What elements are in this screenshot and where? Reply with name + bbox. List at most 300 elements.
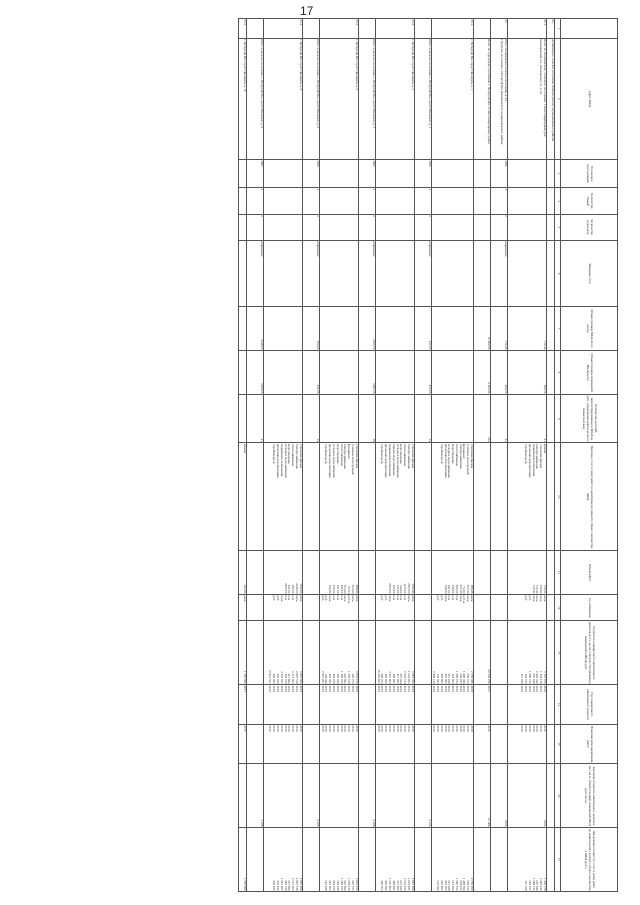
cell-line: 2 897 518 [294,877,299,891]
table-cell [319,241,358,307]
cell-line: кв.м [350,595,355,602]
cell-line: 9 628 [371,819,376,827]
table-cell [491,828,508,892]
table-cell [414,394,431,442]
cell-line: кв.м [539,595,544,602]
cell-line: Итого Лопатинское сельское поселение, д. 44 [504,39,508,101]
cell-line: руб. [384,595,389,602]
table-cell [508,724,547,764]
table-cell [414,764,431,828]
cell-line: 2018 [524,725,529,732]
table-cell [358,443,375,551]
cell-line: водоотведение [451,443,456,464]
table-cell [547,307,555,351]
cell-line: 2019 [432,725,437,732]
cell-line: п.м [447,595,452,601]
table-cell [263,307,302,351]
table-cell [414,685,431,725]
cell-line: 328 703 [380,880,385,891]
cell-line: 2019 [283,725,288,732]
table-row [508,19,547,892]
cell-line: 23.1. [470,19,474,26]
table-cell [431,241,473,307]
cell-line: подвальные помещения [387,443,392,477]
table-cell [414,595,431,621]
cell-line: 1 439 178 [539,670,544,684]
table-cell [375,685,414,725]
cell-line: п.м [291,595,296,601]
table-cell [508,551,547,595]
table-cell [375,443,414,551]
table-cell [508,350,547,394]
table-cell [263,214,302,240]
table-cell [302,394,319,442]
table-cell [302,764,319,828]
cell-line: 432 432 [275,673,280,684]
cell-line: 1 389 723 [339,877,344,891]
table-cell [547,595,555,621]
cell-line: холодное водоснабжение [447,443,452,478]
cell-line: 2018 [470,725,474,732]
table-cell [547,159,555,188]
rotated-table-container [12,18,618,892]
cell-line: 2018 [443,685,448,693]
table-cell [238,621,246,685]
table-cell [246,38,263,159]
cell-line: 22. [551,19,555,24]
cell-line: 2018 [535,725,540,732]
table-cell [508,595,547,621]
table-cell [246,551,263,595]
cell-line: 2019 [399,725,404,732]
cell-line: 2018 [328,685,333,693]
table-cell [414,188,431,214]
table-cell [358,241,375,307]
table-row [302,19,319,892]
cell-line: 270 648 [535,880,540,891]
cell-line: г. Петергоф Вех, пр-кт Пионеров, д. 6 [354,39,359,91]
cell-line: 406 592 [384,673,389,684]
cell-line: 2018 [350,725,355,732]
cell-line: 2018 [347,725,352,732]
cell-line: 1981,00 [371,383,376,394]
column-number: 13 [555,621,561,685]
cell-line: 1792,60 [410,583,415,594]
cell-line: г. Петергоф Вех, пр-кт Пионеров, д. 9 [298,39,303,91]
cell-line: 2017 [242,725,247,732]
cell-line: 41 [259,438,264,442]
cell-line: 874,20 [350,584,355,594]
cell-line: 115 729 [524,880,529,891]
cell-line: 2018 [470,685,474,693]
cell-line: руб. [272,595,277,602]
cell-line: 549 455 [458,673,463,684]
table-cell [246,19,263,39]
cell-line: Городское поселение г. Петергоф Вех Калищенского муниципального района [500,39,505,145]
cell-line: 2019 [406,685,411,693]
table-cell [263,595,302,621]
table-row [238,19,246,892]
cell-line: 223,00 [391,584,396,594]
cell-line: 423 300 [328,673,333,684]
table-cell [319,307,358,351]
cell-line: 2400,00 [283,583,288,594]
cell-line: 2019 [395,685,400,693]
cell-line: 3 [259,215,264,217]
table-cell [238,307,246,351]
cell-line: водоотведение [399,443,404,464]
cell-line: 14 [427,438,432,442]
table-cell [474,724,491,764]
table-cell [508,621,547,685]
cell-line: 308 485 [272,880,277,891]
table-cell [414,443,431,551]
cell-line: 8 915 [315,819,320,827]
cell-line: кв.м [343,595,348,602]
cell-line: 1 380 723 [454,670,459,684]
cell-line: кв.м [279,595,284,602]
table-cell [474,685,491,725]
table-cell [263,38,302,159]
table-cell [375,764,414,828]
table-cell [508,214,547,240]
table-cell [319,551,358,595]
table-cell [358,621,375,685]
table-cell [491,394,508,442]
cell-line: 199,23 [328,584,333,594]
table-cell [263,350,302,394]
table-cell [375,595,414,621]
cell-line: 2019 [294,685,299,693]
cell-line: 2019 [487,725,491,732]
column-header: Общая площадь МКД, всего (кв.м) [561,307,618,351]
table-cell [474,19,491,39]
table-cell [491,724,508,764]
cell-line: 2018 [343,725,348,732]
table-cell [263,443,302,551]
cell-line: электроснабжение [406,443,411,469]
table-cell [491,19,508,39]
table-cell [547,621,555,685]
column-number: 5 [555,214,561,240]
table-cell [263,621,302,685]
cell-line: теплоснабжение [339,443,344,467]
table-cell [431,350,473,394]
cell-line: 2018 [462,685,467,693]
table-cell [319,350,358,394]
cell-line: 2018 [539,685,544,693]
table-cell [238,38,246,159]
cell-line: 2019 [384,725,389,732]
cell-line: 2019 [291,685,296,693]
table-cell [246,394,263,442]
table-row [547,19,555,892]
cell-line: руб. [380,595,385,602]
cell-line: 2019 [298,685,303,693]
table-cell [474,443,491,551]
table-row [474,19,491,892]
cell-line: 328 703 [380,673,385,684]
column-header: Год ввода в эксплуатацию [561,159,618,188]
table-cell [414,214,431,240]
cell-line: 1 488 396 [462,670,467,684]
column-header: Перечень услуг и (или) работ по капитальному ремонту общего имущества МКД [561,443,618,551]
cell-line: 917,20 [458,584,463,594]
cell-line: 494 316 [283,880,288,891]
cell-line: 3 171 002 [291,670,296,684]
table-cell [431,188,473,214]
table-cell [238,159,246,188]
table-cell [547,394,555,442]
table-cell [319,38,358,159]
column-number: 2 [555,38,561,159]
table-cell [491,621,508,685]
table-cell [474,188,491,214]
cell-line: усиление конструкций [350,443,355,475]
cell-line: 2018 [339,685,344,693]
column-number: 4 [555,188,561,214]
table-cell [238,188,246,214]
table-cell [414,828,431,892]
cell-line: 498 991 [391,880,396,891]
cell-line: 163 428 [335,880,340,891]
cell-line: проектная документация [328,443,333,478]
cell-line: 2019 [268,725,273,732]
cell-line: кв.м [458,595,463,602]
cell-line: 832,00 [339,584,344,594]
column-number: 8 [555,350,561,394]
table-cell [319,621,358,685]
table-cell [375,307,414,351]
table-cell [431,828,473,892]
table-cell [263,159,302,188]
cell-line: 210,00 [395,584,400,594]
table-cell [491,214,508,240]
column-header: Количество этажей [561,188,618,214]
table-cell [414,38,431,159]
cell-line: 2 758 060 [470,670,474,684]
cell-line: 1 268 710 [531,877,536,891]
table-cell [375,350,414,394]
cell-line: холодное водоснабжение [331,443,336,478]
column-header: Ед. измерения [561,595,618,621]
table-cell [319,828,358,892]
cell-line: 898,60 [354,584,359,594]
table-cell [547,764,555,828]
cell-line: стройконтроль [380,443,385,464]
cell-line: 2 [427,188,432,191]
cell-line: проектная документация [384,443,389,478]
table-cell [508,19,547,39]
table-cell [431,38,473,159]
cell-line: кв.м [387,595,392,602]
table-cell [302,551,319,595]
cell-line: 423 300 [328,880,333,891]
cell-line: 2019 [376,685,381,693]
cell-line: крыша [242,443,247,453]
cell-line: 2018 [520,725,525,732]
cell-line: 2018 [335,685,340,693]
cell-line: 8050 [504,820,508,827]
cell-line: 147 064 [451,673,456,684]
cell-line: г. Петергоф Вех, пр-кт Пионеров, д. 3 [410,39,415,91]
cell-line: 2019 [436,685,441,693]
cell-line: 2019 [320,725,325,732]
cell-line: кв.м [298,595,303,602]
cell-line: 2019 [376,725,381,732]
cell-line: 315 228 [447,673,452,684]
cell-line: электроснабжение [294,443,299,469]
table-cell [263,685,302,725]
cell-line: 710,40 [531,584,536,594]
cell-line: п.м [283,595,288,601]
cell-line: кв.м [294,595,299,602]
table-cell [358,159,375,188]
cell-line: 2018 [335,725,340,732]
table-row [431,19,473,892]
table-cell [491,159,508,188]
table-cell [547,188,555,214]
table-cell [431,159,473,188]
cell-line: 315 228 [447,880,452,891]
cell-line: 2018 [543,685,547,693]
cell-line: 1962 [504,160,508,167]
table-cell [319,214,358,240]
table-cell [491,443,508,551]
cell-line: 194 577 [527,880,532,891]
table-cell [474,307,491,351]
cell-line: 16 181 825 [376,669,381,684]
table-cell [431,551,473,595]
cell-line: 874,20 [343,584,348,594]
cell-line: 2019 [324,725,329,732]
cell-line: 815,00 [427,384,432,394]
cell-line: 1956 [427,160,432,167]
cell-line: 644,20 [242,584,247,594]
cell-line: кирпичные [259,241,264,257]
cell-line: 7 821 291 [320,670,325,684]
cell-line: 2 [504,215,508,217]
cell-line: кирпичные [315,241,320,257]
cell-line: 2 832 072 [354,877,359,891]
cell-line: 417 862 [287,673,292,684]
cell-line: 183 [487,437,491,442]
column-number: 10 [555,443,561,551]
table-cell [246,241,263,307]
cell-line: 5 887 562 [410,877,415,891]
table-cell [246,764,263,828]
cell-line: утепление фасада [410,443,415,468]
cell-line: 917,20 [427,340,432,350]
cell-line: 2018 [458,685,463,693]
cell-line: 2018 [527,725,532,732]
cell-line: 1 488 396 [462,877,467,891]
cell-line: 38 [371,438,376,442]
table-cell [431,621,473,685]
cell-line: 498 991 [391,673,396,684]
cell-line: п.м [331,595,336,601]
cell-line: водоотведение [335,443,340,464]
cell-line: 832,00 [454,584,459,594]
table-cell [238,764,246,828]
column-number: 6 [555,241,561,307]
cell-line: 163 428 [335,673,340,684]
table-cell [474,764,491,828]
table-cell [491,241,508,307]
cell-line: 2019 [403,685,408,693]
cell-line: п.м [395,595,400,601]
cell-line: теплоснабжение [291,443,296,467]
cell-line: 320 755 [350,673,355,684]
cell-line: 342,00 [399,584,404,594]
cell-line: 2018 [350,685,355,693]
cell-line: 7 669 148 [432,670,437,684]
table-cell [474,828,491,892]
table-row [414,19,431,892]
cell-line: 3 171 002 [291,877,296,891]
cell-line: 8050 [543,820,547,827]
cell-line: 2018 [535,685,540,693]
cell-line: п.м [451,595,456,601]
cell-line: 149 498 [324,673,329,684]
cell-line: 2505,00 [387,583,392,594]
cell-line: 2019 [380,685,385,693]
cell-line: 336 512 [466,673,471,684]
table-cell [491,764,508,828]
cell-line: 2 429 342 [539,877,544,891]
cell-line: проектная документация [443,443,448,478]
table-cell [263,764,302,828]
cell-line: 2019 [410,725,415,732]
cell-line: 2018 [454,725,459,732]
table-cell [302,241,319,307]
cell-line: 2018 [443,725,448,732]
table-cell [358,188,375,214]
cell-line: 417 862 [395,673,400,684]
cell-line: кв.м [443,595,448,602]
table-cell [358,38,375,159]
table-cell [431,19,473,39]
table-row [263,19,302,892]
cell-line: Калищенский п-ч, Лопатинское сп, д. 44 [539,39,544,95]
table-cell [246,621,263,685]
table-cell [508,241,547,307]
table-cell [474,394,491,442]
table-cell [238,828,246,892]
cell-line: 207 424 [399,673,404,684]
cell-line: 5 887 562 [298,670,303,684]
cell-line: 917,20 [466,584,471,594]
cell-line: 2018 [451,685,456,693]
cell-line: 417 862 [287,880,292,891]
column-header: Объем работ [561,551,618,595]
cell-line: 2019 [432,685,437,693]
cell-line: 2248,00 [294,583,299,594]
cell-line: 207 424 [399,880,404,891]
table-cell [508,188,547,214]
column-header: Год планируемого капитального ремонта [561,685,618,725]
cell-line: водоотведение [287,443,292,464]
cell-line: утепление фасада [470,443,474,468]
cell-line: 634,70 [504,384,508,394]
cell-line: 4 [371,188,376,191]
column-header: Количество подъездов [561,214,618,240]
cell-line: 161,00 [335,584,340,594]
table-cell [547,19,555,39]
cell-line: 134 564 [436,880,441,891]
table-cell [246,350,263,394]
cell-line: теплоснабжение [454,443,459,467]
